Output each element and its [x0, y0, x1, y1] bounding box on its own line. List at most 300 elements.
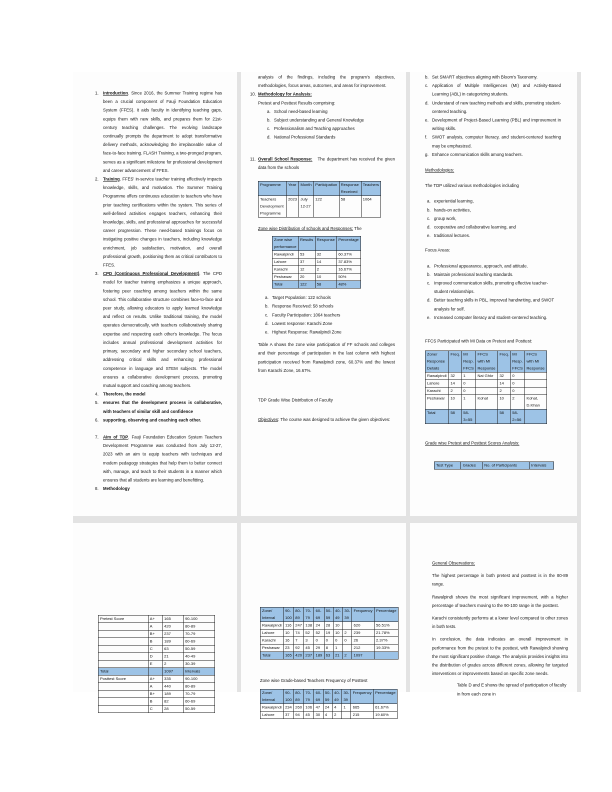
table-cell: 30-39 [183, 660, 214, 668]
table-cell: 1097 [352, 652, 374, 660]
table-cell: 440 [162, 683, 183, 691]
column-header: 50-59 [325, 608, 332, 620]
table-cell: Lahore [260, 629, 283, 637]
column-header: Freq. [449, 351, 462, 373]
list-marker: c. [427, 280, 431, 286]
table-header-row [258, 181, 381, 196]
grade-analysis-caption [425, 439, 561, 448]
objectives-text: : The course was designed to achieve the given objectives: [278, 417, 391, 423]
list-marker: b. [265, 303, 269, 309]
list-text: Lowest response: Karachi Zone [272, 320, 333, 326]
column-header: Zone/ Response Details [425, 351, 448, 373]
table-cell: 189 [315, 653, 323, 658]
table-cell: 0 [333, 637, 342, 645]
list-text: group work, [434, 215, 457, 221]
table-cell: 122 [298, 281, 315, 289]
list-text: Development of Project-Based Learning (PBL) and improvement in writing skills. [432, 117, 561, 132]
table-cell [374, 652, 398, 660]
table-cell: 24 [314, 622, 324, 630]
list-marker: a. [427, 198, 431, 204]
table-cell: 1 [462, 372, 476, 380]
list-text: Highest Response: Rawalpindi Zone [272, 329, 342, 335]
table-cell: 239 [352, 629, 374, 637]
table-cell: 70-79 [183, 630, 214, 638]
column-header: 90-100 [285, 690, 292, 703]
table-cell: Peshawar [425, 395, 448, 410]
table-cell: Rawalpindi [272, 251, 298, 259]
table-cell: Karachi [272, 266, 298, 274]
table-cell: 420 [162, 623, 183, 631]
column-header: 70-79 [304, 607, 314, 622]
table-row [260, 711, 397, 719]
table-cell: 189 [162, 638, 183, 646]
section-methodology [95, 485, 222, 494]
section-heading: Introduction [103, 90, 129, 96]
section-text: Therefore, the model [103, 391, 146, 397]
table-row [425, 409, 547, 424]
table-cell [525, 387, 547, 395]
table-cell: Kohat, D.Khan [525, 395, 547, 410]
column-header: 30-39 [344, 608, 351, 620]
table-cell: 37 [298, 258, 315, 266]
list-marker: d. [427, 224, 431, 230]
table-row [425, 380, 547, 388]
table-cell: 620 [352, 622, 374, 630]
list-text: traditional lectures. [434, 233, 471, 239]
table-cell: 10 [315, 273, 337, 281]
focus-heading: Focus Areas: [425, 247, 451, 253]
table-cell: 665 [351, 704, 373, 712]
summary-list [265, 294, 395, 337]
section-text: supporting, observing and coaching each other. [103, 417, 202, 423]
page-1[interactable] [73, 72, 237, 516]
list-item [427, 232, 561, 241]
table-row [425, 395, 547, 410]
column-header: 40-49 [335, 608, 341, 620]
table-row [98, 660, 215, 668]
table-cell: 8 [324, 644, 333, 652]
table-cell: 116 [283, 622, 293, 630]
table-cell: Peshawar [260, 644, 283, 652]
column-header: Percentage [373, 689, 397, 704]
table-cell: 58 [449, 409, 462, 424]
table-cell: 19 [324, 629, 333, 637]
table-cell: B [148, 638, 162, 646]
table-cell: 247 [295, 623, 302, 628]
table-cell: 234 [285, 705, 292, 710]
table-row [260, 704, 397, 712]
table-row [272, 281, 360, 289]
table-cell: Peshawar [272, 273, 298, 281]
table-cell: 12 [298, 266, 315, 274]
table-cell: 2 [449, 387, 462, 395]
caption-tail: The [353, 226, 362, 232]
table-cell: 21 [162, 653, 183, 661]
column-header: Zone/ Interval [260, 607, 283, 622]
table-cell: Kohat [476, 395, 498, 410]
list-item [427, 223, 561, 232]
table-cell: E [148, 660, 162, 668]
table-cell: 45 [304, 711, 314, 719]
list-marker: a. [267, 108, 271, 114]
table-cell [98, 653, 148, 661]
list-item [427, 296, 561, 313]
list-item [265, 294, 395, 303]
table-cell: 47 [314, 704, 323, 712]
table-cell: Lahore [260, 711, 283, 719]
table-cell: 90-100 [183, 675, 214, 683]
item-number: 10. [250, 91, 256, 97]
column-header: Percentage [337, 236, 361, 251]
column-header: 60-69 [315, 690, 322, 703]
table-cell: 10 [498, 395, 511, 410]
methodology-analysis-heading [250, 90, 395, 99]
table-cell: 20 [298, 273, 315, 281]
list-item [267, 125, 395, 134]
list-text: Response Received: 58 schools [272, 303, 334, 309]
heading-text: General Observations: [432, 560, 475, 566]
pretest-posttest-scores-table [98, 615, 215, 713]
table-cell: 37.83% [337, 258, 361, 266]
list-text: Subject understanding and General Knowledge [274, 117, 365, 123]
table-cell: 1 [333, 644, 342, 652]
table-cell: 165 [162, 615, 183, 623]
table-row [425, 372, 547, 380]
posttest-zone-table [260, 689, 398, 719]
section-text: . Fauji Foundation Education System Teachers Development Programme was conducted from July 12-27, 2023 with an aim to equip teachers with techniques and modern pedagogy strategies that help them to better connect with, manage, and teach to their students in a manner which ensures that all students are learning and benefitting. [103, 434, 223, 483]
methodology-list [250, 107, 395, 141]
table-cell [342, 711, 351, 719]
table-cell: 70-79 [183, 690, 214, 698]
table-row [272, 251, 360, 259]
methodologies-intro: The TDP utilized various methodologies including [425, 183, 519, 189]
list-marker: g. [425, 151, 429, 157]
table-cell: 58 [315, 281, 337, 289]
zone-caption [258, 225, 395, 234]
table-cell: 2 [511, 395, 525, 410]
column-header: Percentage [374, 607, 398, 622]
list-marker: c. [265, 312, 269, 318]
section-ensures [95, 399, 222, 416]
list-item [267, 116, 395, 125]
table-cell: 40-49 [183, 653, 214, 661]
table-cell: 4 [323, 711, 332, 719]
table-cell: 60-69 [183, 638, 214, 646]
list-marker: b. [427, 207, 431, 213]
table-header-row [425, 351, 547, 373]
table-cell: 0 [324, 637, 333, 645]
column-header: Test Type [434, 462, 461, 470]
table-cell: 0 [343, 637, 352, 645]
grade-caption: TDP Grade Wise Distribution of Faculty [258, 397, 333, 403]
section-heading: Training [103, 176, 120, 182]
methodologies-heading [425, 166, 561, 175]
column-header: Month [299, 181, 314, 196]
section-text: . Since 2016, the Summer Training regime has been a crucial component of Fauji Foundation Education System (FFES). It aids faculty in identifying teaching gaps, equips them with new skills, and prepares them for 21st-century teaching challenges. The evolving landscape continually prompts the department to adopt transformative delivery methods, acknowledging the irreplaceable value of face-to-face training. FLASH Training, a two-pronged program, serves as a significant milestone for professional development and career advancement of FFES. [103, 90, 222, 173]
objectives-list [425, 73, 561, 159]
table-cell: 28 [162, 705, 183, 713]
table-cell: 23 [283, 644, 293, 652]
table-cell: Total [98, 668, 148, 676]
table-cell: 2 [343, 629, 352, 637]
list-marker: e. [265, 329, 269, 335]
list-marker: c. [267, 126, 271, 132]
table-row [425, 387, 547, 395]
list-item [265, 328, 395, 337]
table-cell: 1 [462, 395, 476, 410]
column-header: Zone/ Interval [260, 689, 283, 704]
table-cell: 10 [333, 622, 342, 630]
list-item [265, 319, 395, 328]
table-cell: Rawalpindi [262, 705, 282, 710]
list-text: Increased computer literacy and student-centered teaching. [434, 314, 548, 320]
table-cell: 94 [294, 711, 304, 719]
list-marker: e. [427, 314, 431, 320]
column-header: Zone wise performance [274, 237, 297, 250]
table-cell: 60-69 [183, 698, 214, 706]
column-header: 70-79 [304, 689, 314, 704]
section-text: ensures that the development process is collaborative, with teachers of similar skill and confidence [103, 400, 222, 414]
table-cell [525, 380, 547, 388]
item-number: 1. [95, 90, 99, 96]
table-row [258, 196, 381, 218]
table-cell: 26 [352, 637, 374, 645]
observation-paragraph: Rawalpindi shows the most significant improvement, with a higher percentage of teachers moving to the 90-100 range in the posttest. [432, 594, 568, 608]
list-text: Faculty Participation: 1064 teachers [272, 312, 341, 318]
column-header: 30-39 [343, 690, 350, 703]
table-cell: 21.78% [374, 629, 398, 637]
page-3[interactable] [410, 72, 577, 516]
table-de-note: Table D and E shows the spread of participation of faculty in from each zone in [457, 682, 567, 697]
objectives-line [258, 416, 395, 425]
column-header: Teachers [361, 181, 381, 196]
column-header: Grades [461, 462, 483, 470]
table-cell: 2023 [286, 196, 298, 218]
list-item [425, 82, 561, 99]
column-header: MI Resp. FFCS [511, 351, 525, 373]
column-header: Frequency [352, 607, 374, 622]
table-cell: 28 [324, 622, 333, 630]
page-6[interactable] [410, 523, 577, 697]
table-cell: A [148, 683, 162, 691]
list-marker: a. [265, 295, 269, 301]
table-cell: 21 [333, 652, 342, 660]
methodologies-list [427, 197, 561, 240]
table-cell: 0 [462, 380, 476, 388]
column-header: 90-100 [285, 608, 292, 620]
list-text: cooperative and collaborative learning, and [434, 224, 516, 230]
page-2[interactable] [241, 72, 406, 516]
table-cell: 2 [343, 652, 352, 660]
section-text: . FFES' in-service teacher training effectively impacts knowledge, skills, and motivation. The Summer Training Programme offers continuous education to teachers who have prior teaching certifications within the system. This series of well-defined activities engages teachers, enhancing their knowledge, skills, and professional approaches for successful career progression. These need-based trainings focus on instigating positive changes in teachers, including knowledge enrichment, job satisfaction, motivation, and overall professional growth, positioning them as critical contributors to FFES. [103, 176, 222, 268]
conclusion-paragraph: In conclusion, the data indicates an overall improvement in performance from the pretest to the posttest, with Rawalpindi showing the most significant positive change. The analysis provides insights into the distribution of grades across different zones, allowing for targeted interventions or improvements based on specific zone needs. [432, 636, 568, 677]
list-marker: d. [427, 297, 431, 303]
list-item [425, 99, 561, 116]
item-number: 3. [95, 271, 99, 277]
section-therefore [95, 390, 222, 399]
list-item [427, 313, 561, 322]
list-text: Enhance communication skills among teachers. [432, 151, 523, 157]
list-item [427, 262, 561, 271]
table-cell: Total [260, 652, 283, 660]
table-cell: 16 [283, 637, 293, 645]
list-text: hands-on activities, [434, 207, 471, 213]
table-cell: 237 [162, 630, 183, 638]
table-cell: 7 [294, 637, 304, 645]
table-cell: 420 [295, 653, 302, 658]
item-number: 6. [95, 417, 99, 423]
table-cell [525, 409, 547, 424]
caption-text: Zone wise Distribution of schools and Responses: [258, 226, 354, 232]
item-number: 5. [95, 400, 99, 406]
column-header: Results [298, 236, 315, 251]
table-cell: 0 [462, 387, 476, 395]
table-header-row [434, 462, 554, 470]
section-cpd [95, 270, 222, 390]
table-cell: 189 [162, 690, 183, 698]
table-cell: 14 [449, 380, 462, 388]
column-header: Frequency [351, 689, 373, 704]
column-header: Participation [314, 181, 340, 196]
table-cell: 0 [314, 637, 324, 645]
list-item [267, 107, 395, 116]
table-cell: 63 [162, 645, 183, 653]
table-note: Table A shows the zone wise participation of FF schools and colleges and their percentage of participation in the last column with highest participation received from Rawalpindi zone, 60.37% and the lowest from Karachi Zone, 16.67%. [258, 342, 395, 373]
table-row [98, 690, 215, 698]
table-cell: 10 [333, 629, 342, 637]
item-number: 2. [95, 176, 99, 182]
list-item [427, 206, 561, 215]
table-cell [98, 645, 148, 653]
table-cell: 138 [305, 623, 313, 628]
overall-response [250, 155, 395, 172]
column-header: MI Resp. FFCS [462, 351, 476, 373]
table-cell: 0 [511, 387, 525, 395]
table-cell: 32 [498, 372, 511, 380]
list-marker: c. [425, 83, 429, 89]
section-heading: Aim of TDP [103, 434, 129, 440]
table-cell: 80-89 [183, 623, 214, 631]
page-5[interactable] [241, 523, 406, 718]
list-item [427, 214, 561, 223]
list-marker: a. [427, 263, 431, 269]
table-cell: 215 [351, 711, 373, 719]
table-cell: 52 [304, 629, 314, 637]
table-row [98, 638, 215, 646]
table-cell [98, 698, 148, 706]
table-cell: Posttest Score [98, 675, 148, 683]
list-marker: b. [267, 117, 271, 123]
table-cell: Lahore [272, 258, 298, 266]
table-cell: 4 [332, 704, 341, 712]
list-text: Better teaching skills in PBL, improved handwriting, and SWOT analysis for self. [434, 297, 555, 312]
list-item [425, 116, 561, 133]
list-text: Understand of new teaching methods and skills, promoting student-centered teaching. [432, 100, 561, 114]
mi-caption: FFCS Participated with MI Data on Pretest and Posttest: [425, 338, 533, 344]
table-row [98, 623, 215, 631]
table-cell: 80-89 [183, 683, 214, 691]
section-text: . The CPD model for teacher training emphasizes a unique approach, fostering peer coaching among teachers within the same school. This collaborative structure combines face-to-face and peer study, allowing educators to apply learned knowledge and reflect on results. Unlike traditional training, the model operates democratically, with teachers collaboratively sharing expertise and respecting each other's knowledge. The focus includes annual professional development activities for primary, secondary and higher secondary school teachers, addressing critical skills and enhancing professional competence in language and STEM subjects. The model ensures a collaborative development process, promoting mutual support and coaching among teachers. [103, 271, 222, 388]
table-cell: 237 [305, 653, 313, 658]
section-heading: Methodology for Analysis: [258, 91, 312, 97]
item-number: 11. [250, 156, 256, 162]
table-row [98, 653, 215, 661]
table-row [98, 675, 215, 683]
table-cell: 56.51% [374, 622, 398, 630]
table-cell: Pretest Score [98, 615, 148, 623]
table-cell [98, 638, 148, 646]
table-cell: 16.67% [337, 266, 361, 274]
table-cell: 58-2=56 [511, 409, 525, 424]
focus-list [427, 262, 561, 322]
table-cell: 1064 [361, 196, 381, 218]
column-header: 40-49 [334, 690, 340, 703]
list-text: Professionalism and Teaching approaches [274, 126, 355, 132]
table-cell: 3 [304, 637, 314, 645]
table-cell: D [148, 653, 162, 661]
list-text: National Professional Standards [274, 134, 336, 140]
table-cell: 60.37% [337, 251, 361, 259]
list-text: SWOT analysis, computer literacy, and student-centered teaching may be emphasized. [432, 134, 561, 149]
section-text: Methodology [103, 486, 130, 492]
table-row [260, 644, 398, 652]
table-cell: 14 [315, 258, 337, 266]
table-cell: 74 [294, 629, 304, 637]
table-row [260, 637, 398, 645]
column-header: Intervals [530, 462, 554, 470]
column-header: Freq. [498, 351, 511, 373]
list-text: Set SMART objectives aligning with Bloom's Taxonomy. [432, 74, 538, 80]
table-cell: 50-59 [183, 645, 214, 653]
section-introduction [95, 89, 222, 175]
table-cell: 92 [294, 644, 304, 652]
table-cell: A [148, 623, 162, 631]
table-cell: Lahore [425, 380, 448, 388]
table-cell: 0 [511, 380, 525, 388]
table-cell: C [148, 645, 162, 653]
list-marker: d. [425, 100, 429, 106]
column-header: FFCS with MI Response [476, 351, 498, 373]
page-gutter [577, 72, 581, 692]
list-item [265, 311, 395, 320]
table-cell: 335 [162, 675, 183, 683]
table-row [98, 668, 215, 676]
table-cell: 106 [305, 705, 313, 710]
column-header: FFCS with MI Response [525, 351, 547, 373]
table-header-row [260, 689, 397, 704]
caption-text: Grade wise Pretest and Posttest Scores Analysis: [425, 440, 520, 446]
observations-heading [432, 559, 568, 568]
table-row [272, 266, 360, 274]
page-4[interactable] [73, 523, 237, 711]
mi-table [425, 351, 547, 425]
list-text: Target Population: 122 schools [272, 295, 331, 301]
table-cell: B+ [148, 690, 162, 698]
table-cell [476, 409, 498, 424]
table-cell: 82 [162, 698, 183, 706]
table-cell: Total [272, 281, 298, 289]
table-cell: A+ [148, 675, 162, 683]
table-cell: 122 [314, 196, 340, 218]
table-row [260, 652, 398, 660]
table-cell: Karachi [260, 637, 283, 645]
table-cell: 2 [162, 660, 183, 668]
section-heading: CPD (Continuous Professional Development) [103, 271, 200, 277]
table-cell [98, 705, 148, 713]
table-cell [343, 644, 352, 652]
table-cell: 58-3=55 [462, 409, 476, 424]
page-gutter [73, 516, 581, 523]
